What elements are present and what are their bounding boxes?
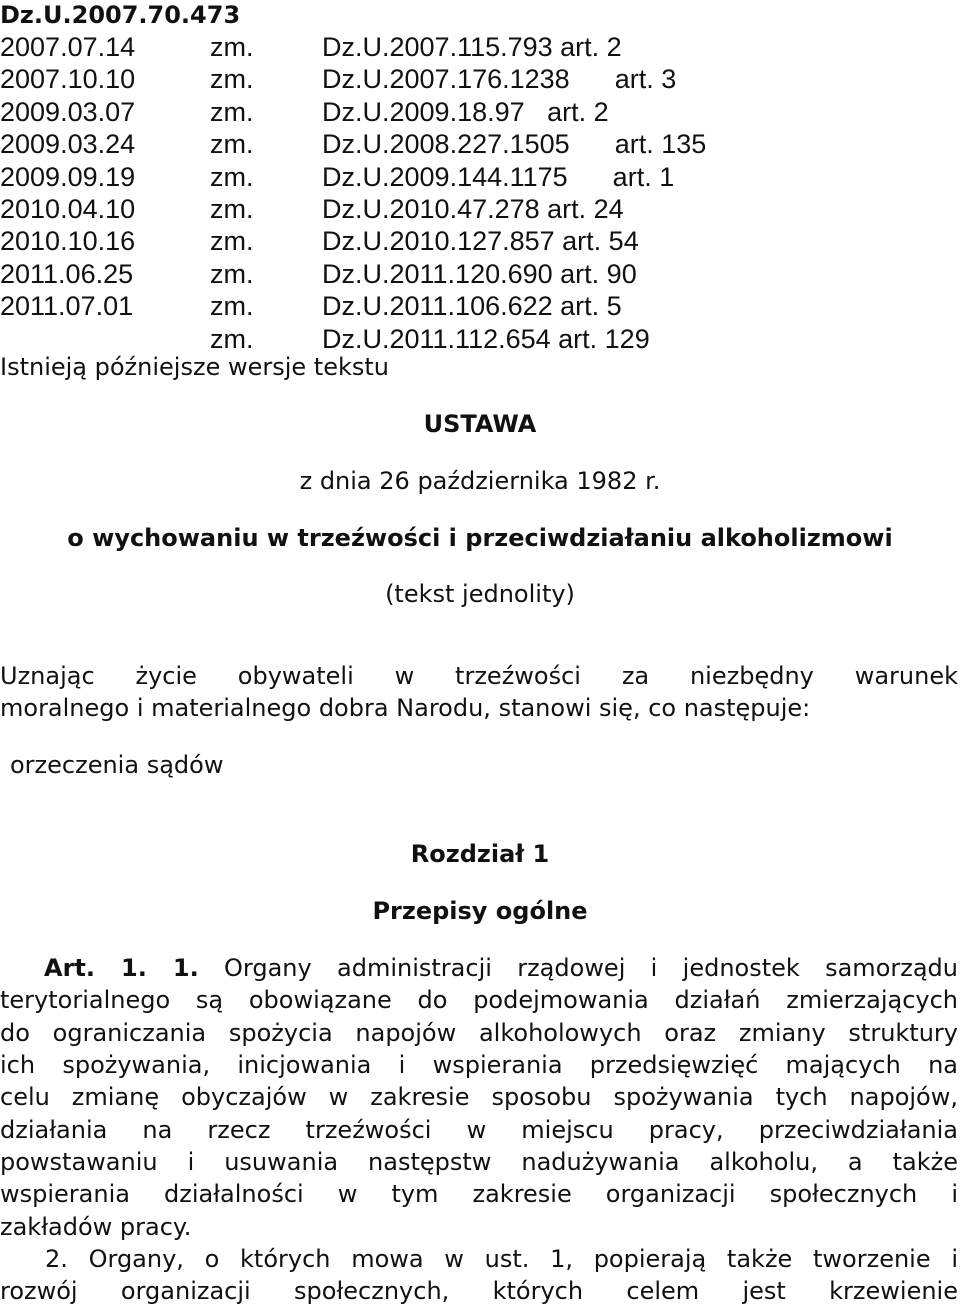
amendment-type: zm.	[210, 291, 254, 322]
amendment-type: zm.	[210, 129, 254, 160]
amendments-list	[0, 31, 960, 355]
chapter-number: Rozdział 1	[410, 840, 550, 868]
amendment-type: zm.	[210, 96, 254, 127]
amendment-date: 2009.03.24	[0, 129, 136, 160]
document-id: Dz.U.2007.70.473	[0, 1, 241, 29]
amendment-row	[0, 193, 960, 225]
article-1	[0, 952, 958, 1308]
act-date: z dnia 26 października 1982 r.	[299, 467, 661, 495]
amendment-ref[interactable]: Dz.U.2009.18.97 art. 2	[322, 96, 609, 127]
article-line	[0, 952, 958, 984]
amendment-ref[interactable]: Dz.U.2007.176.1238 art. 3	[322, 64, 677, 95]
amendment-ref[interactable]: Dz.U.2011.112.654 art. 129	[322, 323, 650, 354]
article-line: ich spożywania, inicjowania i wspierania przedsięwzięć mających na	[0, 1051, 958, 1080]
preamble-line: Uznając życie obywateli w trzeźwości za niezbędny warunek	[0, 662, 958, 690]
article-line: rozwój organizacji społecznych, których celem jest krzewienie	[0, 1277, 958, 1306]
act-title: o wychowaniu w trzeźwości i przeciwdziałaniu alkoholizmowi	[67, 524, 893, 552]
article-line: 2. Organy, o których mowa w ust. 1, popierają także tworzenie i	[45, 1245, 958, 1274]
preamble	[0, 660, 958, 724]
article-line: zakładów pracy.	[0, 1212, 192, 1241]
amendment-date: 2007.07.14	[0, 32, 136, 62]
amendment-date: 2010.10.16	[0, 226, 136, 257]
amendment-date: 2009.09.19	[0, 161, 136, 192]
amendment-row	[0, 63, 960, 95]
amendment-row	[0, 161, 960, 193]
article-text: Organy administracji rządowej i jednostek samorządu	[224, 954, 958, 982]
amendment-row	[0, 96, 960, 128]
amendment-ref[interactable]: Dz.U.2008.227.1505 art. 135	[322, 129, 707, 160]
amendment-date: 2011.07.01	[0, 291, 134, 322]
amendment-type: zm.	[210, 64, 254, 95]
article-line: terytorialnego są obowiązane do podejmowania działań zmierzających	[0, 986, 958, 1015]
preamble-line: moralnego i materialnego dobra Narodu, stanowi się, co następuje:	[0, 694, 811, 722]
later-versions-note[interactable]: Istnieją późniejsze wersje tekstu	[0, 353, 389, 381]
amendment-row	[0, 225, 960, 257]
article-line: działania na rzecz trzeźwości w miejscu pracy, przeciwdziałania	[0, 1115, 958, 1144]
amendment-row	[0, 258, 960, 290]
act-type-heading: USTAWA	[423, 410, 537, 438]
amendment-type: zm.	[210, 258, 254, 289]
article-line: celu zmianę obyczajów w zakresie sposobu spożywania tych napojów,	[0, 1083, 958, 1112]
amendment-ref[interactable]: Dz.U.2011.106.622 art. 5	[322, 291, 622, 322]
amendment-ref[interactable]: Dz.U.2010.127.857 art. 54	[322, 226, 639, 257]
amendment-date: 2007.10.10	[0, 64, 136, 95]
amendment-date: 2009.03.07	[0, 96, 136, 127]
amendment-row	[0, 31, 960, 63]
amendment-type: zm.	[210, 32, 254, 62]
amendment-type: zm.	[210, 193, 254, 224]
amendment-date: 2011.06.25	[0, 258, 134, 289]
chapter-name: Przepisy ogólne	[372, 897, 588, 925]
act-subtitle: (tekst jednolity)	[385, 580, 575, 608]
article-label: Art. 1. 1.	[44, 954, 199, 982]
amendment-ref[interactable]: Dz.U.2007.115.793 art. 2	[322, 32, 622, 62]
article-line: powstawaniu i usuwania następstw nadużywania alkoholu, a także	[0, 1148, 958, 1177]
amendment-type: zm.	[210, 161, 254, 192]
article-line: do ograniczania spożycia napojów alkoholowych oraz zmiany struktury	[0, 1018, 958, 1047]
amendment-type: zm.	[210, 323, 254, 354]
amendment-row	[0, 290, 960, 322]
amendment-ref[interactable]: Dz.U.2011.120.690 art. 90	[322, 258, 637, 289]
court-rulings-link[interactable]: orzeczenia sądów	[10, 751, 224, 779]
amendment-ref[interactable]: Dz.U.2010.47.278 art. 24	[322, 193, 624, 224]
amendment-date: 2010.04.10	[0, 193, 136, 224]
amendment-type: zm.	[210, 226, 254, 257]
amendment-row	[0, 128, 960, 160]
article-line: wspierania działalności w tym zakresie organizacji społecznych i	[0, 1180, 958, 1209]
amendment-ref[interactable]: Dz.U.2009.144.1175 art. 1	[322, 161, 675, 192]
